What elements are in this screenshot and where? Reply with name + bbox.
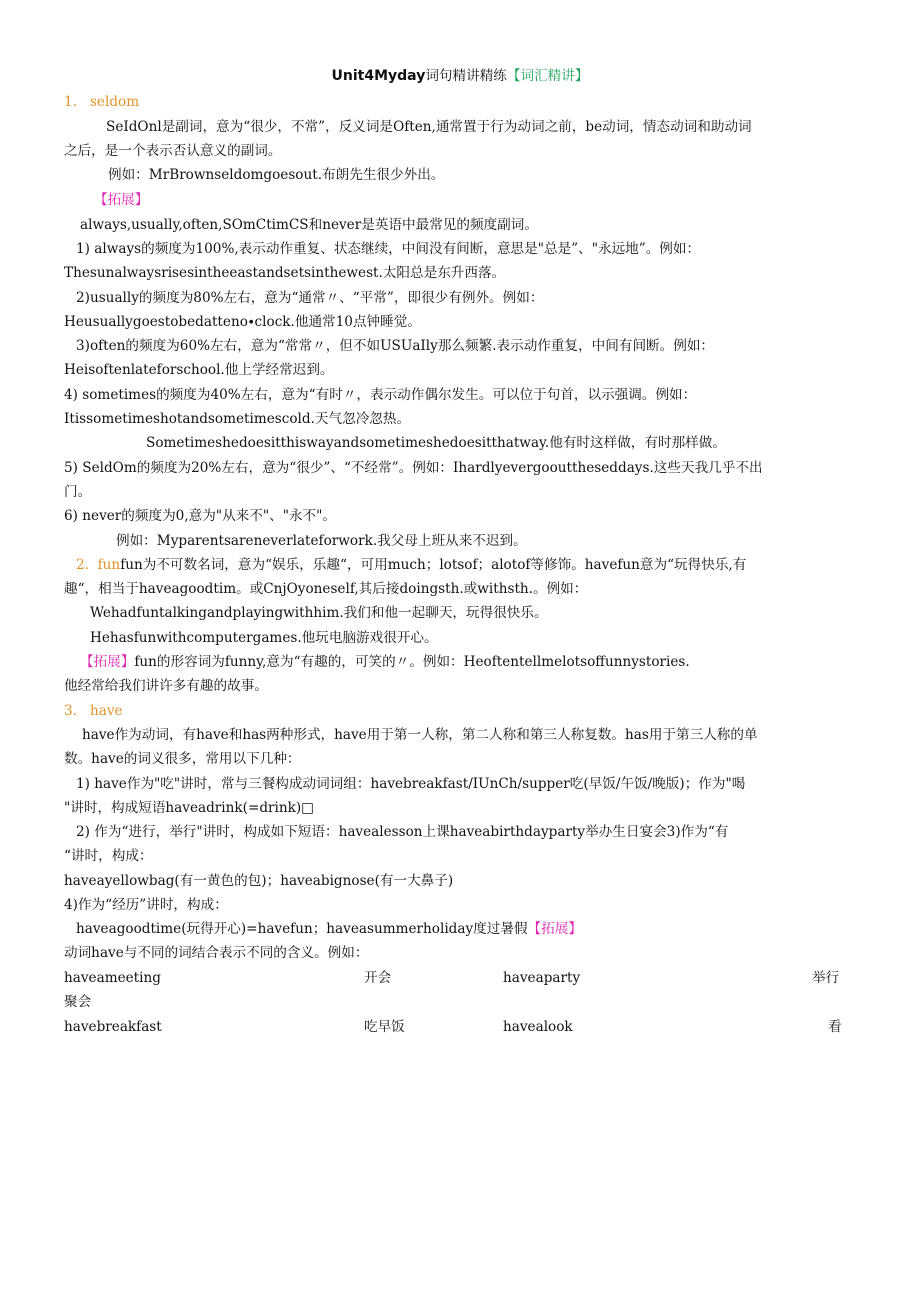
phrase-cell: 看 (828, 1019, 842, 1035)
paragraph-line: "讲时，构成短语haveadrink(=drink)□ (64, 800, 315, 816)
paragraph-line: haveayellowbag(有一黄色的包)；haveabignose(有一大鼻子) (64, 873, 454, 889)
paragraph-line: 2)usually的频度为80%左右，意为“通常〃、“平常”，即很少有例外。例如： (76, 290, 544, 306)
paragraph-line: 趣“，相当于haveagoodtim。或CnjOyoneself,其后接doingsth.或withsth.。例如： (64, 581, 588, 597)
paragraph-line: 他经常给我们讲许多有趣的故事。 (64, 678, 268, 694)
paragraph-line: 例如：Myparentsareneverlateforwork.我父母上班从来不迟到。 (116, 533, 527, 549)
section-1-heading: 1. seldom (64, 94, 140, 110)
phrase-cell: 开会 (364, 970, 392, 986)
tuozhan-label: 【拓展】 (527, 921, 582, 937)
paragraph-line: Heusuallygoestobedatteno∙clock.他通常10点钟睡觉。 (64, 314, 421, 330)
title-cn: 词句精讲精练 (425, 68, 507, 84)
tuozhan-label: 【拓展】 (94, 192, 149, 208)
section-3-heading: 3. have (64, 703, 123, 719)
paragraph-line: 数。have的词义很多，常用以下几种： (64, 751, 301, 767)
phrase-cell: haveaparty (503, 970, 581, 986)
tuozhan-line: 【拓展】fun的形容词为funny,意为“有趣的，可笑的〃。例如：Heoftentellmelotsoffunnystories. (80, 654, 690, 670)
paragraph-line: Heisoftenlateforschool.他上学经常迟到。 (64, 362, 334, 378)
phrase-cell: 举行 (812, 970, 840, 986)
paragraph-line: 之后，是一个表示否认意义的副词。 (64, 143, 282, 159)
phrase-cell: 吃早饭 (364, 1019, 405, 1035)
section-2-word: fun (97, 557, 121, 573)
paragraph-line: 门。 (64, 484, 92, 500)
paragraph-line: 例如：MrBrownseldomgoesout.布朗先生很少外出。 (108, 167, 445, 183)
paragraph-line: 2) 作为“进行，举行"讲时，构成如下短语：havealesson上课haveabirthdayparty举办生日宴会3)作为“有 (76, 824, 729, 840)
paragraph-line: Wehadfuntalkingandplayingwithhim.我们和他一起聊天，玩得很快乐。 (90, 605, 548, 621)
paragraph-line: 动词have与不同的词结合表示不同的含义。例如： (64, 945, 369, 961)
paragraph-line: always,usually,often,SOmCtimCS和never是英语中最常见的频度副词。 (80, 217, 538, 233)
phrase-cell: haveameeting (64, 970, 161, 986)
paragraph-line: Thesunalwaysrisesintheeastandsetsinthewest.太阳总是东升西落。 (64, 265, 506, 281)
paragraph-line: 1) always的频度为100%,表示动作重复、状态继续，中间没有间断，意思是"总是”、"永远地”。例如： (76, 241, 701, 257)
paragraph-line: 1) have作为"吃"讲时，常与三餐构成动词词组：havebreakfast/IUnCh/supper吃(早饭/午饭/晚版)；作为"喝 (76, 776, 746, 792)
document-title (64, 67, 856, 85)
tuozhan-line: haveagoodtime(玩得开心)=havefun；haveasummerholiday度过暑假【拓展】 (76, 921, 582, 937)
title-tag: 【词汇精讲】 (506, 68, 589, 84)
paragraph-line: SeIdOnl是副词，意为“很少，不常”，反义词是Often,通常置于行为动词之前，be动词，情态动词和助动词 (106, 119, 752, 135)
paragraph-line: 4)作为“经历”讲时，构成： (64, 897, 228, 913)
paragraph-line: “讲时，构成： (64, 848, 153, 864)
paragraph-line: 4) sometimes的频度为40%左右，意为“有时〃，表示动作偶尔发生。可以位于句首，以示强调。例如： (64, 387, 697, 403)
paragraph-line: Itissometimeshotandsometimescold.天气忽冷忽热。 (64, 411, 411, 427)
phrase-cell: 聚会 (64, 994, 92, 1010)
section-1-word: seldom (89, 94, 140, 110)
paragraph-line: 3)often的频度为60%左右，意为“常常〃，但不如USUaIly那么频繁.表示动作重复，中间有间断。例如： (76, 338, 715, 354)
paragraph-line: 5) SeldOm的频度为20%左右，意为“很少”、“不经常”。例如：Ihardlyevergoouttheseddays.这些天我几乎不出 (64, 460, 763, 476)
tuozhan-label: 【拓展】 (80, 654, 135, 670)
title-main: Unit4Myday (331, 68, 426, 84)
section-2-line: 2. funfun为不可数名词，意为“娱乐，乐趣“，可用much；lotsof；alotof等修饰。havefun意为“玩得快乐,有 (76, 557, 747, 573)
phrase-cell: havealook (503, 1019, 573, 1035)
phrase-cell: havebreakfast (64, 1019, 162, 1035)
section-3-word: have (89, 703, 123, 719)
paragraph-line: Sometimeshedoesitthiswayandsometimeshedoesitthatway.他有时这样做，有时那样做。 (146, 435, 726, 451)
paragraph-line: 6) never的频度为0,意为"从来不"、"永不"。 (64, 508, 336, 524)
paragraph-line: Hehasfunwithcomputergames.他玩电脑游戏很开心。 (90, 630, 438, 646)
paragraph-line: have作为动词，有have和has两种形式，have用于第一人称，第二人称和第三人称复数。has用于第三人称的单 (82, 727, 758, 743)
